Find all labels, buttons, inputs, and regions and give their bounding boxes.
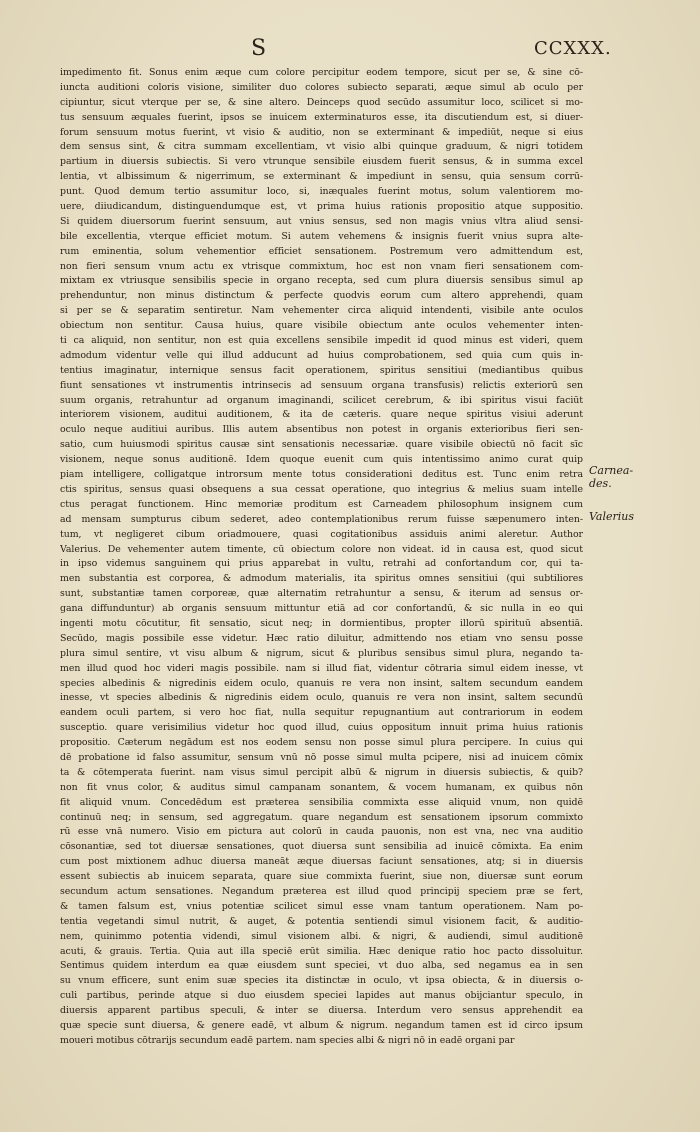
margin-note-carneades-line2: des. [589, 477, 612, 490]
text-line: diuersis apparent partibus speculi, & inter se diuersa. Interdum vero sensus apprehendit ea [60, 1005, 583, 1017]
body-text [60, 66, 583, 1049]
text-line: men illud quod hoc videri magis possibile. nam si illud fiat, videntur cōtraria simul eidem inesse, vt [60, 662, 583, 674]
text-line: ti ca aliquid, non sentitur, non est quia excellens sensibile impedit id quod minus est videri, quem [60, 335, 583, 347]
text-line: non fit vnus color, & auditus simul campanam sonantem, & vocem humanam, ex quibus nōn [60, 781, 583, 793]
text-line: visionem, neque sonus auditionē. Idem quoque euenit cum quis intentissimo animo curat quip [60, 454, 583, 466]
text-line: continuū neq; in sensum, sed aggregatum. quare negandum est sensationem ipsorum commixto [60, 811, 583, 823]
text-line: tentius imaginatur, internique sensus facit operationem, spiritus sensitiui (mediantibus quibus [60, 364, 583, 376]
margin-note-carneades [589, 464, 633, 490]
text-line: Valerius. De vehementer autem timente, cū obiectum colore non videat. id in causa est, quod sicut [60, 543, 583, 555]
text-line: inesse, vt species albedinis & nigredinis eidem oculo, quanuis re vera non insint, saltem secundū [60, 692, 583, 704]
text-line: men substantia est corporea, & admodum materialis, ita spiritus omnes sensitiui (qui subtiliores [60, 573, 583, 585]
text-line: partium in diuersis subiectis. Si vero vtrunque sensibile eiusdem fuerit sensus, & in summa excel [60, 156, 583, 168]
text-line: su vnum efficere, sunt enim suæ species ita distinctæ in oculo, vt ipsa obiecta, & in diuersis o- [60, 975, 583, 987]
text-line: dem sensus sint, & citra summam excellentiam, vt visio albi quinque graduum, & nigri totidem [60, 141, 583, 153]
text-line: ad mensam sumpturus cibum sederet, adeo contemplationibus rerum fuisse sæpenumero inten- [60, 513, 583, 525]
text-line: obiectum non sentitur. Causa huius, quare visibile obiectum ante oculos vehementer inten- [60, 320, 583, 332]
text-line: ctis spiritus, sensus quasi obsequens a sua cessat operatione, quo integrius & melius suam intelle [60, 483, 583, 495]
text-line: prehenduntur, non minus distinctum & perfecte quodvis eorum cum altero apprehendi, quam [60, 290, 583, 302]
text-line: tus sensuum æquales fuerint, ipsos se inuicem exterminaturos esse, ita discutiendum est, si diuer- [60, 111, 583, 123]
text-line: plura simul sentire, vt visu album & nigrum, sicut & pluribus sensibus simul plura, negando ta- [60, 647, 583, 659]
folio-number: CCXXX. [534, 38, 612, 59]
text-line: quæ specie sunt diuersa, & genere eadē, vt album & nigrum. negandum tamen est id circo ipsum [60, 1020, 583, 1031]
text-line: propositio. Cæterum negādum est nos eodem sensu non posse simul plura percipere. In cuius qui [60, 737, 583, 749]
text-line: interiorem visionem, auditui auditionem, & ita de cæteris. quare neque spiritus visiui aderunt [60, 409, 583, 421]
text-line: nem, quinimmo potentia videndi, simul visionem albi. & nigri, & audiendi, simul auditionē [60, 930, 583, 942]
text-line: bile excellentia, vterque efficiet motum. Si autem vehemens & insignis fuerit vnius supra alte- [60, 230, 583, 242]
text-line: moueri motibus cōtrarijs secundum eadē partem. nam species albi & nigri nō in eadē organi par [60, 1034, 515, 1046]
text-line: mixtam ex vtriusque sensibilis specie in organo recepta, sed cum plura diuersis sensibus simul ap [60, 275, 583, 287]
margin-note-carneades-line1: Carnea- [589, 464, 634, 477]
text-line: sunt, substantiæ tamen corporeæ, quæ alternatim retrahuntur a sensu, & iterum ad sensus or- [60, 588, 583, 600]
text-line: ingenti motu cōcutitur, fit sensatio, sicut neq; in dormientibus, propter illorū spirituū absentiā. [60, 617, 583, 629]
text-line: oculo neque auditiui auribus. Illis autem absentibus non potest in organis exterioribus fieri sen- [60, 424, 583, 436]
text-line: tentia vegetandi simul nutrit, & auget, & potentia sentiendi simul visionem facit, & auditio- [60, 915, 583, 927]
text-line: essent subiectis ab inuicem separata, quare siue commixta fuerint, siue non, diuersæ sunt eorum [60, 871, 583, 883]
text-line: cipiuntur, sicut vterque per se, & sine altero. Deinceps quod secūdo assumitur loco, scilicet si mo- [60, 96, 583, 108]
text-line: tum, vt negligeret cibum oriadmouere, quasi cogitationibus assiduis animi aleretur. Author [60, 528, 583, 540]
text-line: culi partibus, perinde atque si duo eiusdem speciei lapides aut manus obijciantur speculo, in [60, 990, 583, 1002]
text-line: suum organis, retrahuntur ad organum imaginandi, scilicet cerebrum, & ibi spiritus visui faciūt [60, 394, 583, 406]
text-line: punt. Quod demum tertio assumitur loco, si, inæquales fuerint motus, solum valentiorem mo- [60, 186, 583, 198]
text-line: eandem oculi partem, si vero hoc fiat, nulla sequitur repugnantium aut contrariorum in eodem [60, 707, 583, 719]
text-line: rū esse vnā numero. Visio em pictura aut colorū in cauda pauonis, non est vna, nec vna auditio [60, 826, 583, 838]
text-line: Secūdo, magis possibile esse videtur. Hæc ratio diluitur, admittendo nos etiam vno sensu posse [60, 632, 583, 644]
signature-mark: S [251, 36, 268, 61]
text-line: rum eminentia, solum vehementior efficiet sensationem. Postremum vero admittendum est, [60, 245, 583, 257]
text-line: lentia, vt albissimum & nigerrimum, se exterminant & impediunt in sensu, quia sensum corrū- [60, 171, 583, 183]
text-line: iuncta auditioni coloris visione, similiter duo colores subiecto separati, æque simul ab oculo per [60, 81, 583, 93]
text-line: forum sensuum motus fuerint, vt visio & auditio, non se exterminant & impediūt, neque si eius [60, 126, 583, 138]
text-line: susceptio. quare verisimilius videtur hoc quod illud, cuius oppositum innuit prima huius rationis [60, 722, 583, 734]
text-line: cōsonantiæ, sed tot diuersæ sensationes, quot diuersa sunt sensibilia ad inuicē cōmixta. Ea enim [60, 841, 583, 853]
text-line: fiunt sensationes vt instrumentis intrinsecis ad sensuum organa transfusis) relictis exteriorū sen [60, 379, 583, 391]
text-line: satio, cum huiusmodi spiritus causæ sint sensationis necessariæ. quare visibile obiectū nō facit sīc [60, 439, 583, 451]
text-line: fit aliquid vnum. Concedēdum est præterea sensibilia commixta esse aliquid vnum, non quidē [60, 796, 583, 808]
text-line: ta & cōtemperata fuerint. nam visus simul percipit albū & nigrum in diuersis subiectis, & quib? [60, 766, 583, 778]
text-line: Si quidem diuersorum fuerint sensuum, aut vnius sensus, sed non magis vnius vltra aliud sensi- [60, 215, 583, 227]
text-line: acuti, & grauis. Tertia. Quia aut illa speciē erūt similia. Hæc denique ratio hoc pacto dissoluitur. [60, 945, 583, 957]
text-line: cum post mixtionem adhuc diuersa maneāt æque diuersas faciunt sensationes, atq; si in diuersis [60, 856, 583, 868]
text-line: & tamen falsum est, vnius potentiæ scilicet simul esse vnam tantum operationem. Nam po- [60, 900, 583, 912]
text-line: impedimento fit. Sonus enim æque cum colore percipitur eodem tempore, sicut per se, & sine cō- [60, 67, 583, 78]
margin-note-valerius: Valerius [589, 510, 635, 523]
text-line: species albedinis & nigredinis eidem oculo, quanuis re vera non insint, saltem secundum eandem [60, 677, 583, 689]
text-line: si per se & separatim sentiretur. Nam vehementer circa aliquid intendenti, visibile ante oculos [60, 305, 583, 317]
text-line: Sentimus quidem interdum ea quæ eiusdem sunt speciei, vt duo alba, sed negamus ea in sen [60, 960, 583, 972]
text-line: gana diffunduntur) ab organis sensuum mittuntur etiā ad cor confortandū, & sic nulla in eo qui [60, 603, 583, 615]
text-line: piam intelligere, colligatque introrsum mente totus considerationi deditus est. Tunc enim retra [60, 469, 583, 481]
text-line: ctus peragat functionem. Hinc memoriæ proditum est Carneadem philosophum insignem cum [60, 498, 583, 510]
text-line: non fieri sensum vnum actu ex vtrisque commixtum, hoc est non vnam fieri sensationem com- [60, 260, 583, 272]
text-line: in ipso videmus sanguinem qui prius apparebat in vultu, retrahi ad confortandum cor, qui ta- [60, 558, 583, 570]
text-line: secundum actum sensationes. Negandum præterea est illud quod principij speciem præ se fert, [60, 885, 583, 897]
text-line: uere, diiudicandum, distinguendumque est, vt prima huius rationis propositio atque suppositio. [60, 201, 583, 213]
text-line: dē probatione id falso assumitur, sensum vnū nō posse simul multa pcipere, nisi ad inuicem cōmix [60, 751, 583, 763]
text-line: admodum videntur velle qui illud adducunt ad huius comprobationem, sed quia cum quis in- [60, 349, 583, 361]
